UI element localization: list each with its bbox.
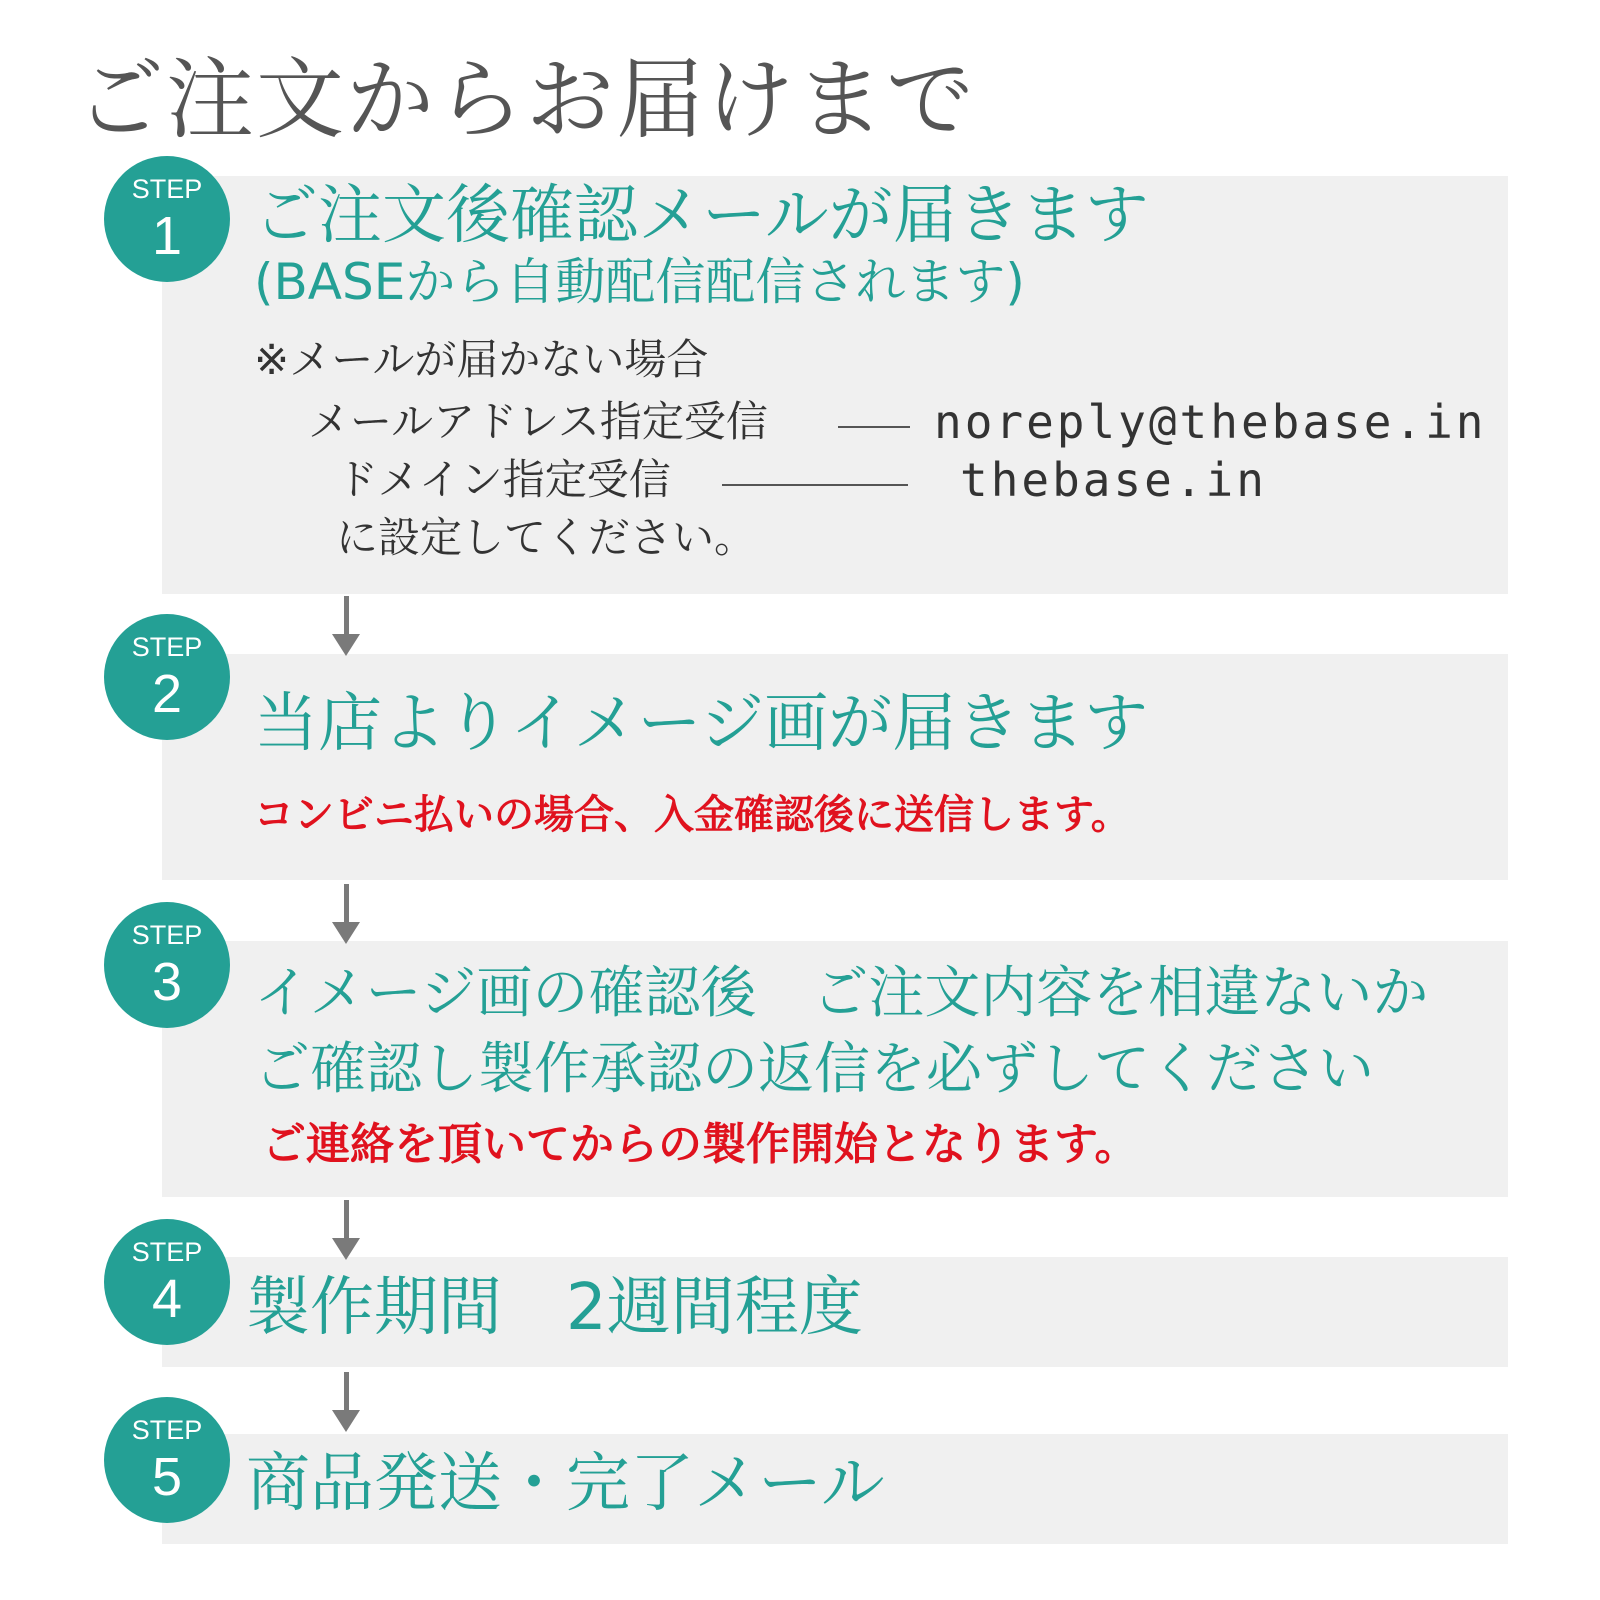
- step-3-badge: [104, 902, 230, 1028]
- leader-line: [722, 484, 908, 486]
- step-number: 3: [151, 952, 183, 1012]
- step-word: STEP: [131, 174, 203, 204]
- step-5-heading: 商品発送・完了メール: [246, 1447, 885, 1521]
- down-arrow-icon: [332, 596, 360, 656]
- setting-instruction: に設定してください。: [336, 513, 757, 562]
- step-word: STEP: [131, 1237, 203, 1267]
- step-4-heading: 製作期間 2週間程度: [246, 1271, 863, 1345]
- step-number: 1: [151, 206, 183, 266]
- step-3-line-1: イメージ画の確認後 ご注文内容を相違ないか: [254, 961, 1429, 1026]
- step-word: STEP: [131, 920, 203, 950]
- down-arrow-icon: [332, 884, 360, 944]
- down-arrow-icon: [332, 1372, 360, 1432]
- step-3-note: ご連絡を頂いてからの製作開始となります。: [262, 1119, 1139, 1170]
- step-2-badge: [104, 614, 230, 740]
- domain-filter-value: thebase.in: [960, 453, 1267, 507]
- step-5-badge: [104, 1397, 230, 1523]
- step-4-badge: [104, 1219, 230, 1345]
- address-filter-value: noreply@thebase.in: [934, 395, 1487, 449]
- step-1-subheading: (BASEから自動配信配信されます): [254, 253, 1025, 311]
- step-3-line-2: ご確認し製作承認の返信を必ずしてください: [254, 1037, 1374, 1102]
- step-2-note: コンビニ払いの場合、入金確認後に送信します。: [254, 792, 1131, 838]
- down-arrow-icon: [332, 1200, 360, 1260]
- address-filter-label: メールアドレス指定受信: [308, 397, 768, 446]
- step-number: 4: [151, 1269, 183, 1329]
- page-title: ご注文からお届けまで: [76, 48, 977, 151]
- step-1-note: ※メールが届かない場合: [254, 335, 709, 384]
- step-word: STEP: [131, 1415, 203, 1445]
- step-number: 5: [151, 1447, 183, 1507]
- leader-line: [838, 426, 910, 428]
- domain-filter-label: ドメイン指定受信: [336, 455, 671, 504]
- step-number: 2: [151, 664, 183, 724]
- step-1-heading: ご注文後確認メールが届きます: [254, 179, 1149, 253]
- step-word: STEP: [131, 632, 203, 662]
- step-2-heading: 当店よりイメージ画が届きます: [254, 687, 1149, 761]
- step-1-badge: [104, 156, 230, 282]
